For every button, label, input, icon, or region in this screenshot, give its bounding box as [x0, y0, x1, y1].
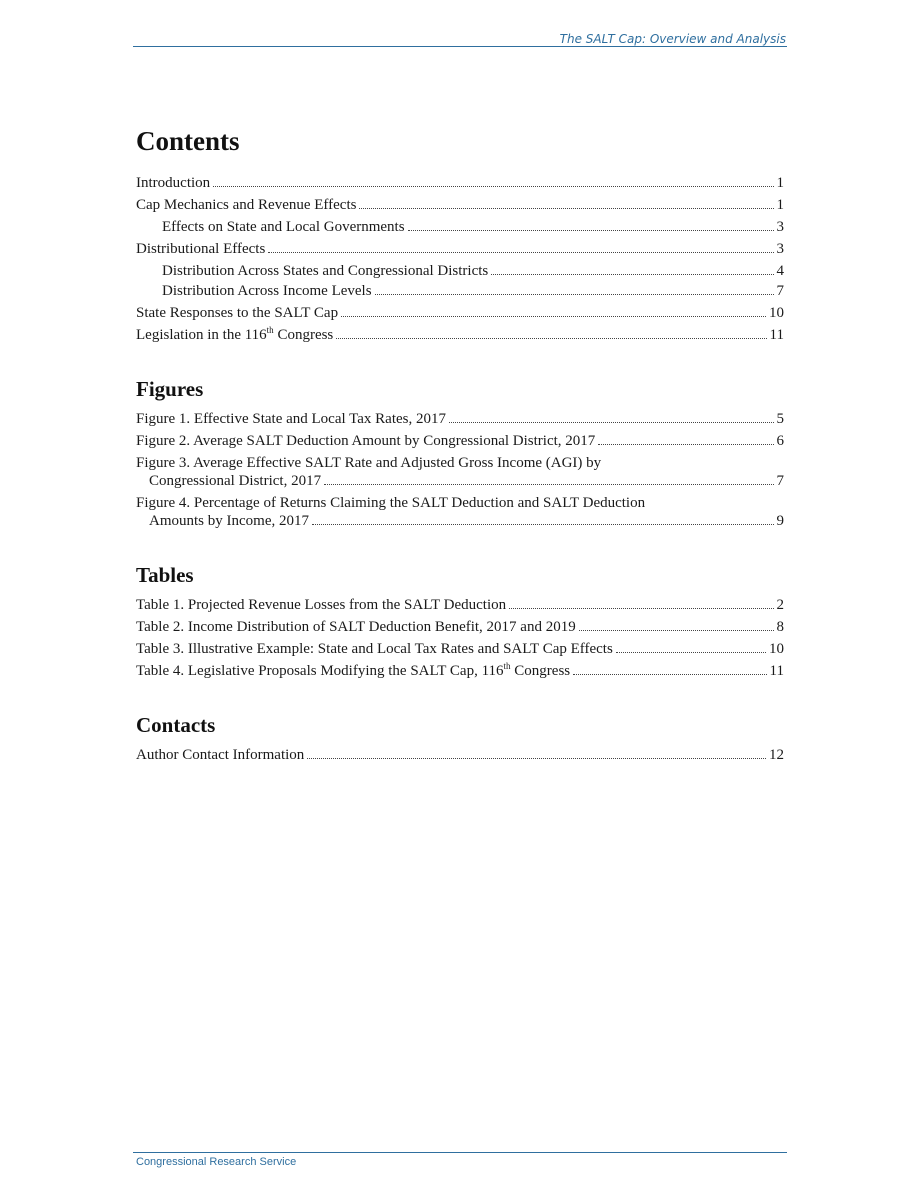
- contents-heading: Contents: [136, 126, 240, 156]
- footer-publisher: Congressional Research Service: [136, 1156, 297, 1168]
- toc-entry-figure-4[interactable]: Figure 4. Percentage of Returns Claiming the SALT Deduction and SALT Deduction Amounts by Income, 2017 9: [136, 495, 784, 529]
- table-of-contents: [136, 122, 784, 794]
- toc-entry-table-3[interactable]: Table 3. Illustrative Example: State and Local Tax Rates and SALT Cap Effects 10: [136, 641, 784, 657]
- footer-rule: [133, 1152, 787, 1153]
- toc-entry-figure-2[interactable]: Figure 2. Average SALT Deduction Amount by Congressional District, 2017 6: [136, 433, 784, 449]
- contacts-heading: Contacts: [136, 713, 216, 737]
- toc-entry-figure-1[interactable]: Figure 1. Effective State and Local Tax Rates, 2017 5: [136, 411, 784, 427]
- toc-entry-distribution-income[interactable]: Distribution Across Income Levels 7: [162, 283, 784, 299]
- toc-entry-introduction[interactable]: Introduction 1: [136, 175, 784, 191]
- toc-entry-legislation[interactable]: Legislation in the 116th Congress 11: [136, 325, 784, 343]
- toc-entry-state-responses[interactable]: State Responses to the SALT Cap 10: [136, 305, 784, 321]
- toc-entry-table-2[interactable]: Table 2. Income Distribution of SALT Deduction Benefit, 2017 and 2019 8: [136, 619, 784, 635]
- toc-entry-distributional-effects[interactable]: Distributional Effects 3: [136, 241, 784, 257]
- toc-entry-cap-mechanics[interactable]: Cap Mechanics and Revenue Effects 1: [136, 197, 784, 213]
- toc-entry-author-contact[interactable]: Author Contact Information 12: [136, 747, 784, 763]
- toc-entry-state-local-effects[interactable]: Effects on State and Local Governments 3: [162, 219, 784, 235]
- contents-section: [136, 122, 784, 344]
- header-rule: [133, 46, 787, 47]
- contacts-section: [136, 710, 784, 764]
- toc-entry-figure-3[interactable]: Figure 3. Average Effective SALT Rate and Adjusted Gross Income (AGI) by Congressional District, 2017 7: [136, 455, 784, 489]
- tables-section: [136, 560, 784, 680]
- toc-entry-table-4[interactable]: Table 4. Legislative Proposals Modifying the SALT Cap, 116th Congress 11: [136, 661, 784, 679]
- tables-heading: Tables: [136, 563, 194, 587]
- figures-heading: Figures: [136, 377, 204, 401]
- toc-entry-distribution-states[interactable]: Distribution Across States and Congressional Districts 4: [162, 263, 784, 279]
- toc-entry-table-1[interactable]: Table 1. Projected Revenue Losses from the SALT Deduction 2: [136, 597, 784, 613]
- running-header-title: The SALT Cap: Overview and Analysis: [559, 32, 786, 46]
- figures-section: [136, 374, 784, 530]
